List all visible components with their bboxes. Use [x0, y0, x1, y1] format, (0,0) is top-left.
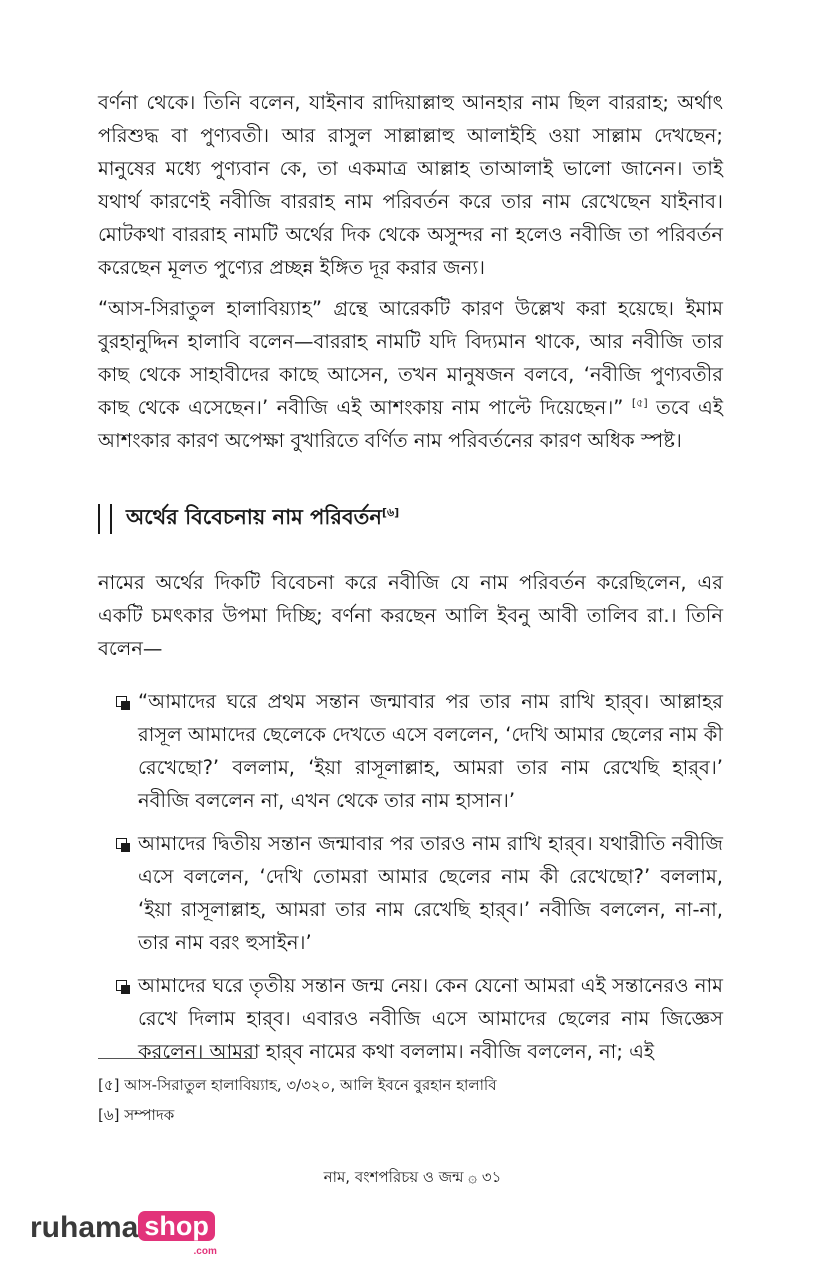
section-heading	[98, 501, 723, 536]
logo-text-com: .com	[193, 1246, 217, 1257]
footnote-divider	[98, 1058, 256, 1059]
paragraph-2	[98, 292, 723, 457]
paragraph-1: বর্ণনা থেকে। তিনি বলেন, যাইনাব রাদিয়াল্লাহু আনহার নাম ছিল বাররাহ; অর্থাৎ পরিশুদ্ধ বা পুণ্যবতী। আর রাসুল সাল্লাল্লাহু আলাইহি ওয়া সাল্লাম দেখছেন; মানুষের মধ্যে পুণ্যবান কে, তা একমাত্র আল্লাহ তাআলাই ভালো জানেন। তাই যথার্থ কারণেই নবীজি বাররাহ নাম পরিবর্তন করে তার নাম রেখেছেন যাইনাব। মোটকথা বাররাহ নামটি অর্থের দিক থেকে অসুন্দর না হলেও নবীজি তা পরিবর্তন করেছেন মূলত পুণ্যের প্রচ্ছন্ন ইঙ্গিত দূর করার জন্য।	[98, 91, 723, 279]
paragraph-2-text-end: তবে এই আশংকার কারণ অপেক্ষা বুখারিতে বর্ণিত নাম পরিবর্তনের কারণ অধিক স্পষ্ট।	[98, 396, 723, 452]
intro-paragraph: নামের অর্থের দিকটি বিবেচনা করে নবীজি যে নাম পরিবর্তন করেছিলেন, এর একটি চমৎকার উপমা দিচ্ছি; বর্ণনা করছেন আলি ইবনু আবী তালিব রা.। তিনি বলেন—	[98, 571, 723, 660]
footnote-ref-5[interactable]: [৫]	[631, 396, 648, 410]
paragraph-2-text: “আস-সিরাতুল হালাবিয়্যাহ” গ্রন্থে আরেকটি কারণ উল্লেখ করা হয়েছে। ইমাম বুরহানুদ্দিন হালাবি বলেন—বাররাহ নামটি যদি বিদ্যমান থাকে, আর নবীজি তার কাছ থেকে সাহাবীদের কাছে আসেন, তখন মানুষজন বলবে, ‘নবীজি পুণ্যবতীর কাছ থেকে এসেছেন।’ নবীজি এই আশংকায় নাম পাল্টে দিয়েছেন।”	[98, 297, 723, 419]
section-heading-text: অর্থের বিবেচনায় নাম পরিবর্তন[৬]	[126, 505, 400, 529]
page-content	[98, 86, 723, 1078]
footnote-5: [৫] আস-সিরাতুল হালাবিয়্যাহ, ৩/৩২০, আলি ইবনে বুরহান হালাবি	[98, 1076, 497, 1094]
ruhamashop-logo	[30, 1208, 217, 1257]
bullet-list	[98, 685, 723, 1068]
square-bullet-icon	[116, 696, 127, 707]
logo-shop-badge	[138, 1208, 217, 1257]
square-bullet-icon	[116, 980, 127, 991]
logo-text-shop: shop	[138, 1211, 215, 1241]
footnote-6: [৬] সম্পাদক	[98, 1106, 175, 1124]
list-item: “আমাদের ঘরে প্রথম সন্তান জন্মাবার পর তার নাম রাখি হার্‌ব। আল্লাহর রাসূল আমাদের ছেলেকে দেখতে এসে বললেন, ‘দেখি আমার ছেলের নাম কী রেখেছো?’ বললাম, ‘ইয়া রাসূলাল্লাহ, আমরা তার নাম রেখেছি হার্‌ব।’ নবীজি বললেন না, এখন থেকে তার নাম হাসান।’	[138, 685, 723, 817]
square-bullet-icon	[116, 838, 127, 849]
footnote-ref-6[interactable]: [৬]	[381, 506, 400, 519]
double-bar-icon	[98, 504, 112, 534]
list-item: আমাদের দ্বিতীয় সন্তান জন্মাবার পর তারও নাম রাখি হার্‌ব। যথারীতি নবীজি এসে বললেন, ‘দেখি তোমরা আমার ছেলের নাম কী রেখেছো?’ বললাম, ‘ইয়া রাসূলাল্লাহ, আমরা তার নাম রেখেছি হার্‌ব।’ নবীজি বললেন, না-না, তার নাম বরং হুসাইন।’	[138, 827, 723, 959]
page-footer: নাম, বংশপরিচয় ও জন্ম ۞ ৩১	[323, 1168, 502, 1186]
footnotes	[98, 1070, 723, 1130]
logo-text-ruhama: ruhama	[30, 1211, 139, 1244]
list-item: আমাদের ঘরে তৃতীয় সন্তান জন্ম নেয়। কেন যেনো আমরা এই সন্তানেরও নাম রেখে দিলাম হার্‌ব। এবারও নবীজি এসে আমাদের ছেলের নাম জিজ্ঞেস করলেন। আমরা হার্‌ব নামের কথা বললাম। নবীজি বললেন, না; এই	[138, 969, 723, 1068]
